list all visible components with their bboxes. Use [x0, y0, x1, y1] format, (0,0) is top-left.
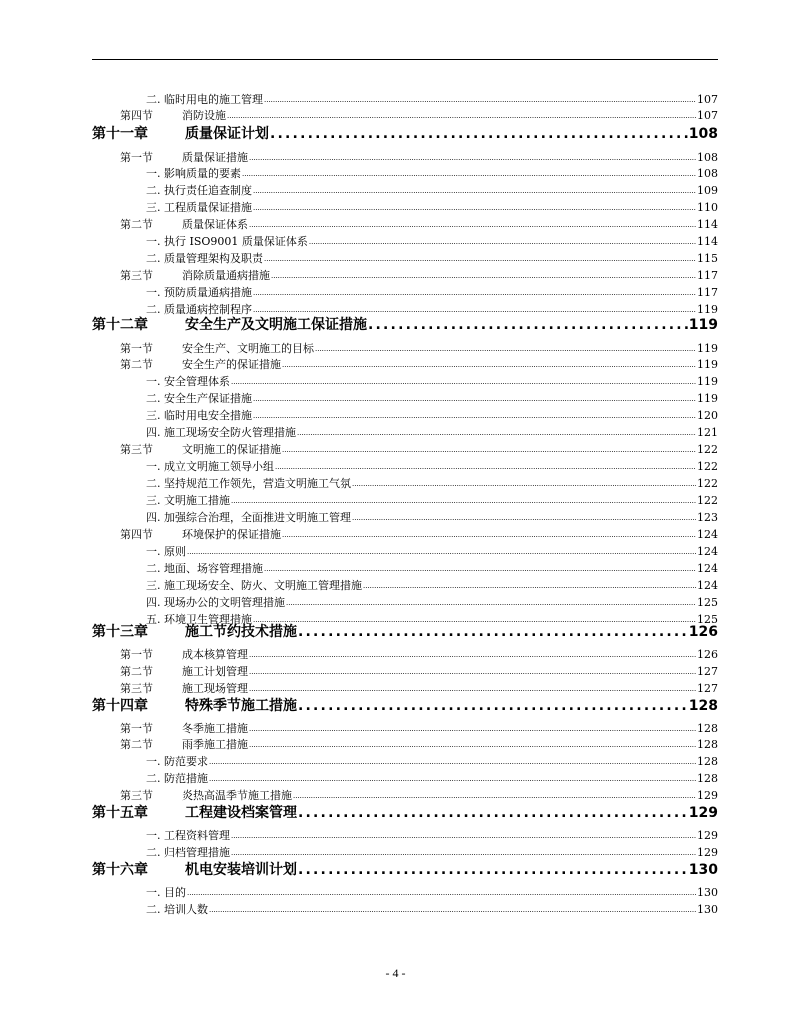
- toc-page-number: 119: [697, 342, 718, 355]
- toc-entry[interactable]: [0, 109, 791, 123]
- toc-leader: [264, 92, 696, 107]
- toc-leader: [253, 302, 696, 317]
- toc-leader: [231, 845, 696, 860]
- toc-entry[interactable]: [0, 665, 791, 679]
- section-title: 施工现场管理: [182, 682, 248, 695]
- toc-page-number: 108: [688, 126, 718, 142]
- toc-leader: [282, 442, 696, 457]
- toc-entry-label: 一. 原则: [146, 545, 186, 558]
- toc-leader: [253, 285, 696, 300]
- toc-entry[interactable]: [0, 426, 791, 440]
- toc-chapter-entry[interactable]: [0, 125, 791, 143]
- toc-entry[interactable]: [0, 375, 791, 389]
- toc-leader: [282, 527, 696, 542]
- section-title: 施工计划管理: [182, 665, 248, 678]
- toc-entry-label: 三. 工程质量保证措施: [146, 201, 252, 214]
- toc-page-number: 120: [697, 409, 718, 422]
- chapter-number: 第十六章: [92, 862, 148, 878]
- toc-chapter-entry[interactable]: [0, 861, 791, 879]
- chapter-title: 工程建设档案管理: [185, 805, 297, 821]
- chapter-number: 第十一章: [92, 126, 148, 142]
- toc-leader: [253, 391, 696, 406]
- toc-page-number: 128: [697, 755, 718, 768]
- toc-page-number: 119: [697, 303, 718, 316]
- chapter-title: 机电安装培训计划: [185, 862, 297, 878]
- toc-entry[interactable]: [0, 494, 791, 508]
- toc-page-number: 109: [697, 184, 718, 197]
- section-title: 安全生产的保证措施: [182, 358, 281, 371]
- toc-entry[interactable]: [0, 886, 791, 900]
- toc-entry-label: 二. 培训人数: [146, 903, 208, 916]
- section-title: 消除质量通病措施: [182, 269, 270, 282]
- toc-page-number: 130: [697, 886, 718, 899]
- toc-entry[interactable]: [0, 648, 791, 662]
- section-number: 第三节: [120, 269, 153, 282]
- toc-page-number: 117: [697, 269, 718, 282]
- toc-entry[interactable]: [0, 511, 791, 525]
- chapter-number: 第十二章: [92, 317, 148, 333]
- toc-leader: [275, 459, 696, 474]
- toc-entry-label: 一. 安全管理体系: [146, 375, 230, 388]
- toc-page-number: 128: [697, 772, 718, 785]
- toc-entry[interactable]: [0, 772, 791, 786]
- toc-leader: [209, 902, 696, 917]
- toc-entry[interactable]: [0, 443, 791, 457]
- toc-leader: [227, 108, 696, 123]
- section-number: 第二节: [120, 218, 153, 231]
- toc-page-number: 124: [697, 579, 718, 592]
- toc-entry[interactable]: [0, 829, 791, 843]
- chapter-number: 第十三章: [92, 624, 148, 640]
- section-title: 雨季施工措施: [182, 738, 248, 751]
- toc-leader: [286, 595, 696, 610]
- toc-leader: [282, 357, 696, 372]
- toc-entry-label: 二. 坚持规范工作领先，营造文明施工气氛: [146, 477, 351, 490]
- toc-entry[interactable]: [0, 286, 791, 300]
- toc-entry-label: 二. 临时用电的施工管理: [146, 93, 263, 106]
- toc-chapter-entry[interactable]: [0, 623, 791, 641]
- toc-page-number: 119: [688, 317, 718, 333]
- section-number: 第二节: [120, 665, 153, 678]
- toc-entry[interactable]: [0, 738, 791, 752]
- toc-page-number: 130: [697, 903, 718, 916]
- section-title: 消防设施: [182, 109, 226, 122]
- toc-leader: [242, 166, 696, 181]
- toc-entry[interactable]: [0, 477, 791, 491]
- toc-entry-label: 三. 施工现场安全、防火、文明施工管理措施: [146, 579, 362, 592]
- toc-leader: [249, 217, 696, 232]
- toc-entry-label: 一. 目的: [146, 886, 186, 899]
- toc-leader: [249, 150, 696, 165]
- toc-page-number: 124: [697, 562, 718, 575]
- toc-entry-label: 四. 加强综合治理，全面推进文明施工管理: [146, 511, 351, 524]
- toc-leader: [249, 664, 696, 679]
- toc-entry[interactable]: [0, 252, 791, 266]
- toc-entry[interactable]: [0, 579, 791, 593]
- toc-leader: [363, 578, 696, 593]
- section-number: 第三节: [120, 443, 153, 456]
- toc-leader: [253, 408, 696, 423]
- toc-leader: [264, 561, 696, 576]
- toc-entry[interactable]: [0, 755, 791, 769]
- toc-leader: [368, 316, 688, 334]
- toc-entry-label: 二. 执行责任追查制度: [146, 184, 252, 197]
- chapter-title: 特殊季节施工措施: [185, 698, 297, 714]
- toc-entry[interactable]: [0, 201, 791, 215]
- toc-page-number: 108: [697, 167, 718, 180]
- toc-entry-label: 一. 影响质量的要素: [146, 167, 241, 180]
- toc-page-number: 122: [697, 460, 718, 473]
- toc-leader: [352, 510, 696, 525]
- toc-page-number: 114: [697, 235, 718, 248]
- toc-page-number: 124: [697, 528, 718, 541]
- toc-leader: [309, 234, 696, 249]
- chapter-title: 质量保证计划: [185, 126, 269, 142]
- toc-leader: [298, 697, 688, 715]
- toc-page-number: 126: [688, 624, 718, 640]
- toc-chapter-entry[interactable]: [0, 316, 791, 334]
- toc-chapter-entry[interactable]: [0, 697, 791, 715]
- section-number: 第一节: [120, 151, 153, 164]
- toc-leader: [249, 681, 696, 696]
- toc-entry-label: 一. 执行 ISO9001 质量保证体系: [146, 235, 308, 248]
- toc-entry[interactable]: [0, 722, 791, 736]
- toc-entry[interactable]: [0, 528, 791, 542]
- toc-entry-label: 一. 防范要求: [146, 755, 208, 768]
- toc-leader: [271, 268, 696, 283]
- section-title: 质量保证措施: [182, 151, 248, 164]
- toc-page-number: 122: [697, 494, 718, 507]
- toc-page-number: 125: [697, 613, 718, 626]
- toc-entry[interactable]: [0, 151, 791, 165]
- toc-page-number: 129: [697, 846, 718, 859]
- section-title: 文明施工的保证措施: [182, 443, 281, 456]
- toc-leader: [187, 885, 696, 900]
- toc-page-number: 129: [697, 829, 718, 842]
- toc-leader: [264, 251, 696, 266]
- toc-page-number: 122: [697, 443, 718, 456]
- toc-entry-label: 四. 现场办公的文明管理措施: [146, 596, 285, 609]
- chapter-number: 第十四章: [92, 698, 148, 714]
- section-title: 冬季施工措施: [182, 722, 248, 735]
- toc-entry-label: 二. 归档管理措施: [146, 846, 230, 859]
- toc-leader: [249, 721, 696, 736]
- toc-leader: [297, 425, 696, 440]
- toc-page-number: 125: [697, 596, 718, 609]
- section-title: 炎热高温季节施工措施: [182, 789, 292, 802]
- section-number: 第三节: [120, 789, 153, 802]
- toc-page-number: 114: [697, 218, 718, 231]
- toc-entry-label: 五. 环境卫生管理措施: [146, 613, 252, 626]
- toc-entry[interactable]: [0, 460, 791, 474]
- section-number: 第三节: [120, 682, 153, 695]
- toc-entry[interactable]: [0, 682, 791, 696]
- toc-leader: [249, 647, 696, 662]
- toc-entry[interactable]: [0, 562, 791, 576]
- toc-entry[interactable]: [0, 235, 791, 249]
- toc-entry-label: 一. 成立文明施工领导小组: [146, 460, 274, 473]
- toc-leader: [298, 861, 688, 879]
- toc-entry[interactable]: [0, 789, 791, 803]
- toc-entry[interactable]: [0, 392, 791, 406]
- toc-entry[interactable]: [0, 184, 791, 198]
- toc-entry[interactable]: [0, 409, 791, 423]
- toc-entry-label: 三. 文明施工措施: [146, 494, 230, 507]
- toc-page-number: 127: [697, 665, 718, 678]
- toc-leader: [253, 200, 696, 215]
- toc-page-number: 107: [697, 109, 718, 122]
- toc-entry-label: 三. 临时用电安全措施: [146, 409, 252, 422]
- toc-page-number: 124: [697, 545, 718, 558]
- toc-entry[interactable]: [0, 269, 791, 283]
- toc-page-number: 121: [697, 426, 718, 439]
- toc-leader: [209, 754, 696, 769]
- toc-page-number: 119: [697, 358, 718, 371]
- toc-entry[interactable]: [0, 93, 791, 107]
- toc-leader: [231, 493, 696, 508]
- toc-page-number: 126: [697, 648, 718, 661]
- toc-leader: [249, 737, 696, 752]
- toc-entry-label: 二. 质量管理架构及职责: [146, 252, 263, 265]
- section-number: 第二节: [120, 738, 153, 751]
- toc-entry-label: 二. 地面、场容管理措施: [146, 562, 263, 575]
- toc-page-number: 128: [688, 698, 718, 714]
- toc-leader: [315, 341, 696, 356]
- toc-entry-label: 一. 工程资料管理: [146, 829, 230, 842]
- toc-entry[interactable]: [0, 596, 791, 610]
- toc-entry[interactable]: [0, 903, 791, 917]
- toc-page-number: 117: [697, 286, 718, 299]
- toc-entry[interactable]: [0, 358, 791, 372]
- toc-leader: [293, 788, 696, 803]
- toc-entry-label: 四. 施工现场安全防火管理措施: [146, 426, 296, 439]
- toc-entry-label: 一. 预防质量通病措施: [146, 286, 252, 299]
- toc-page-number: 129: [697, 789, 718, 802]
- toc-page-number: 123: [697, 511, 718, 524]
- toc-leader: [231, 828, 696, 843]
- section-title: 安全生产、文明施工的目标: [182, 342, 314, 355]
- section-number: 第一节: [120, 648, 153, 661]
- toc-leader: [231, 374, 696, 389]
- toc-entry-label: 二. 安全生产保证措施: [146, 392, 252, 405]
- section-title: 成本核算管理: [182, 648, 248, 661]
- toc-page-number: 110: [697, 201, 718, 214]
- section-number: 第一节: [120, 722, 153, 735]
- toc-leader: [352, 476, 696, 491]
- toc-entry[interactable]: [0, 545, 791, 559]
- toc-leader: [209, 771, 696, 786]
- toc-leader: [298, 623, 688, 641]
- toc-entry[interactable]: [0, 218, 791, 232]
- section-number: 第一节: [120, 342, 153, 355]
- chapter-number: 第十五章: [92, 805, 148, 821]
- section-title: 质量保证体系: [182, 218, 248, 231]
- toc-leader: [253, 183, 696, 198]
- toc-page-number: 128: [697, 722, 718, 735]
- toc-page-number: 128: [697, 738, 718, 751]
- section-title: 环境保护的保证措施: [182, 528, 281, 541]
- toc-page-number: 130: [688, 862, 718, 878]
- toc-chapter-entry[interactable]: [0, 804, 791, 822]
- toc-page-number: 108: [697, 151, 718, 164]
- section-number: 第二节: [120, 358, 153, 371]
- toc-leader: [270, 125, 688, 143]
- toc-leader: [187, 544, 696, 559]
- toc-page-number: 119: [697, 375, 718, 388]
- toc-entry-label: 二. 防范措施: [146, 772, 208, 785]
- toc-page-number: 127: [697, 682, 718, 695]
- page-number: - 4 -: [385, 966, 406, 980]
- toc-entry[interactable]: [0, 846, 791, 860]
- toc-entry[interactable]: [0, 303, 791, 317]
- toc-entry[interactable]: [0, 342, 791, 356]
- toc-page-number: 129: [688, 805, 718, 821]
- chapter-title: 安全生产及文明施工保证措施: [185, 317, 367, 333]
- toc-page-number: 107: [697, 93, 718, 106]
- toc-entry[interactable]: [0, 167, 791, 181]
- section-number: 第四节: [120, 109, 153, 122]
- toc-leader: [298, 804, 688, 822]
- section-number: 第四节: [120, 528, 153, 541]
- chapter-title: 施工节约技术措施: [185, 624, 297, 640]
- toc-page-number: 122: [697, 477, 718, 490]
- toc-entry-label: 二. 质量通病控制程序: [146, 303, 252, 316]
- toc-page-number: 119: [697, 392, 718, 405]
- toc-page-number: 115: [697, 252, 718, 265]
